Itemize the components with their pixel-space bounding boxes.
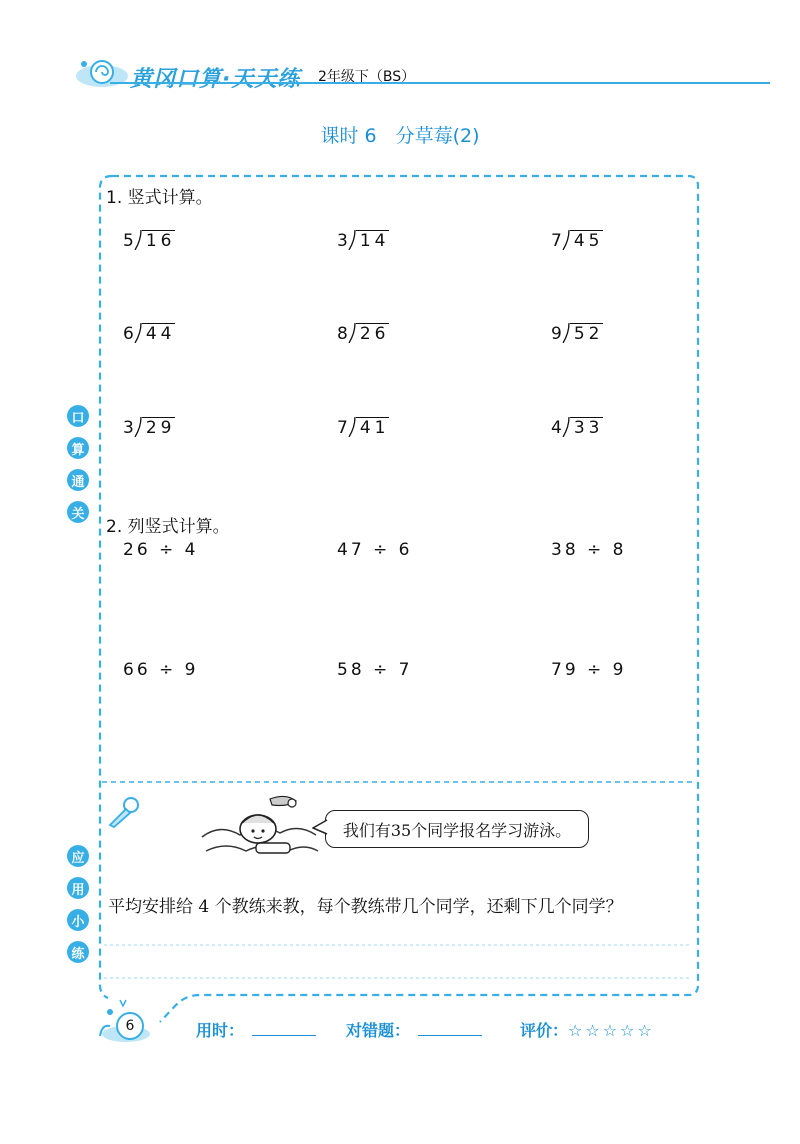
- swimmer-illustration-icon: [196, 793, 324, 865]
- pointing-hand-icon: [106, 795, 142, 829]
- divisor: 7: [551, 231, 562, 251]
- dividend: 33: [570, 417, 604, 438]
- division-expression: 66 ÷ 9: [123, 660, 199, 680]
- dividend: 44: [142, 323, 176, 344]
- rating-field: [520, 1018, 655, 1041]
- division-expression: 79 ÷ 9: [551, 660, 627, 680]
- time-blank[interactable]: [252, 1021, 316, 1036]
- page-number: 6: [125, 1018, 135, 1034]
- section2-title: 2. 列竖式计算。: [106, 517, 230, 537]
- rating-label: 评价：: [520, 1021, 569, 1040]
- long-division-problem: [337, 323, 389, 344]
- long-division-problem: [551, 230, 603, 251]
- side-label-lian: 练: [67, 941, 89, 963]
- section1-title: 1. 竖式计算。: [106, 188, 213, 208]
- speech-bubble: [325, 810, 589, 848]
- word-problem-question: 平均安排给 4 个教练来教，每个教练带几个同学，还剩下几个同学？: [108, 897, 623, 917]
- side-label-guan: 关: [67, 501, 89, 523]
- speech-text: 我们有35个同学报名学习游泳。: [342, 820, 572, 840]
- time-field: [196, 1018, 316, 1041]
- long-division-problem: [123, 230, 175, 251]
- rating-stars[interactable]: ☆☆☆☆☆: [568, 1021, 655, 1040]
- errors-label: 对错题：: [346, 1021, 411, 1040]
- divisor: 9: [551, 324, 562, 344]
- dividend: 41: [356, 417, 390, 438]
- long-division-problem: [551, 417, 603, 438]
- side-label-tong: 通: [67, 469, 89, 491]
- divisor: 8: [337, 324, 348, 344]
- dividend: 45: [570, 230, 604, 251]
- divisor: 4: [551, 418, 562, 438]
- division-expression: 38 ÷ 8: [551, 540, 627, 560]
- errors-field: [346, 1018, 482, 1041]
- lesson-title: 课时 6 分草莓(2): [320, 125, 480, 147]
- side-label-suan: 算: [67, 437, 89, 459]
- dividend: 14: [356, 230, 390, 251]
- division-expression: 26 ÷ 4: [123, 540, 199, 560]
- time-label: 用时：: [196, 1021, 245, 1040]
- divisor: 6: [123, 324, 134, 344]
- brand-title: 黄冈口算·天天练: [130, 67, 301, 92]
- divisor: 7: [337, 418, 348, 438]
- dividend: 29: [142, 417, 176, 438]
- long-division-problem: [123, 417, 175, 438]
- side-label-yong: 用: [67, 877, 89, 899]
- dividend: 26: [356, 323, 390, 344]
- division-expression: 47 ÷ 6: [337, 540, 413, 560]
- dividend: 52: [570, 323, 604, 344]
- grade-label: 2年级下（BS）: [318, 69, 416, 85]
- long-division-problem: [551, 323, 603, 344]
- division-expression: 58 ÷ 7: [337, 660, 413, 680]
- errors-blank[interactable]: [418, 1021, 482, 1036]
- long-division-problem: [337, 417, 389, 438]
- speech-bubble-tail: [312, 818, 328, 836]
- long-division-problem: [337, 230, 389, 251]
- divisor: 3: [337, 231, 348, 251]
- side-label-ying: 应: [67, 845, 89, 867]
- long-division-problem: [123, 323, 175, 344]
- dividend: 16: [142, 230, 176, 251]
- divisor: 5: [123, 231, 134, 251]
- side-label-xiao: 小: [67, 909, 89, 931]
- side-label-kou: 口: [67, 405, 89, 427]
- divisor: 3: [123, 418, 134, 438]
